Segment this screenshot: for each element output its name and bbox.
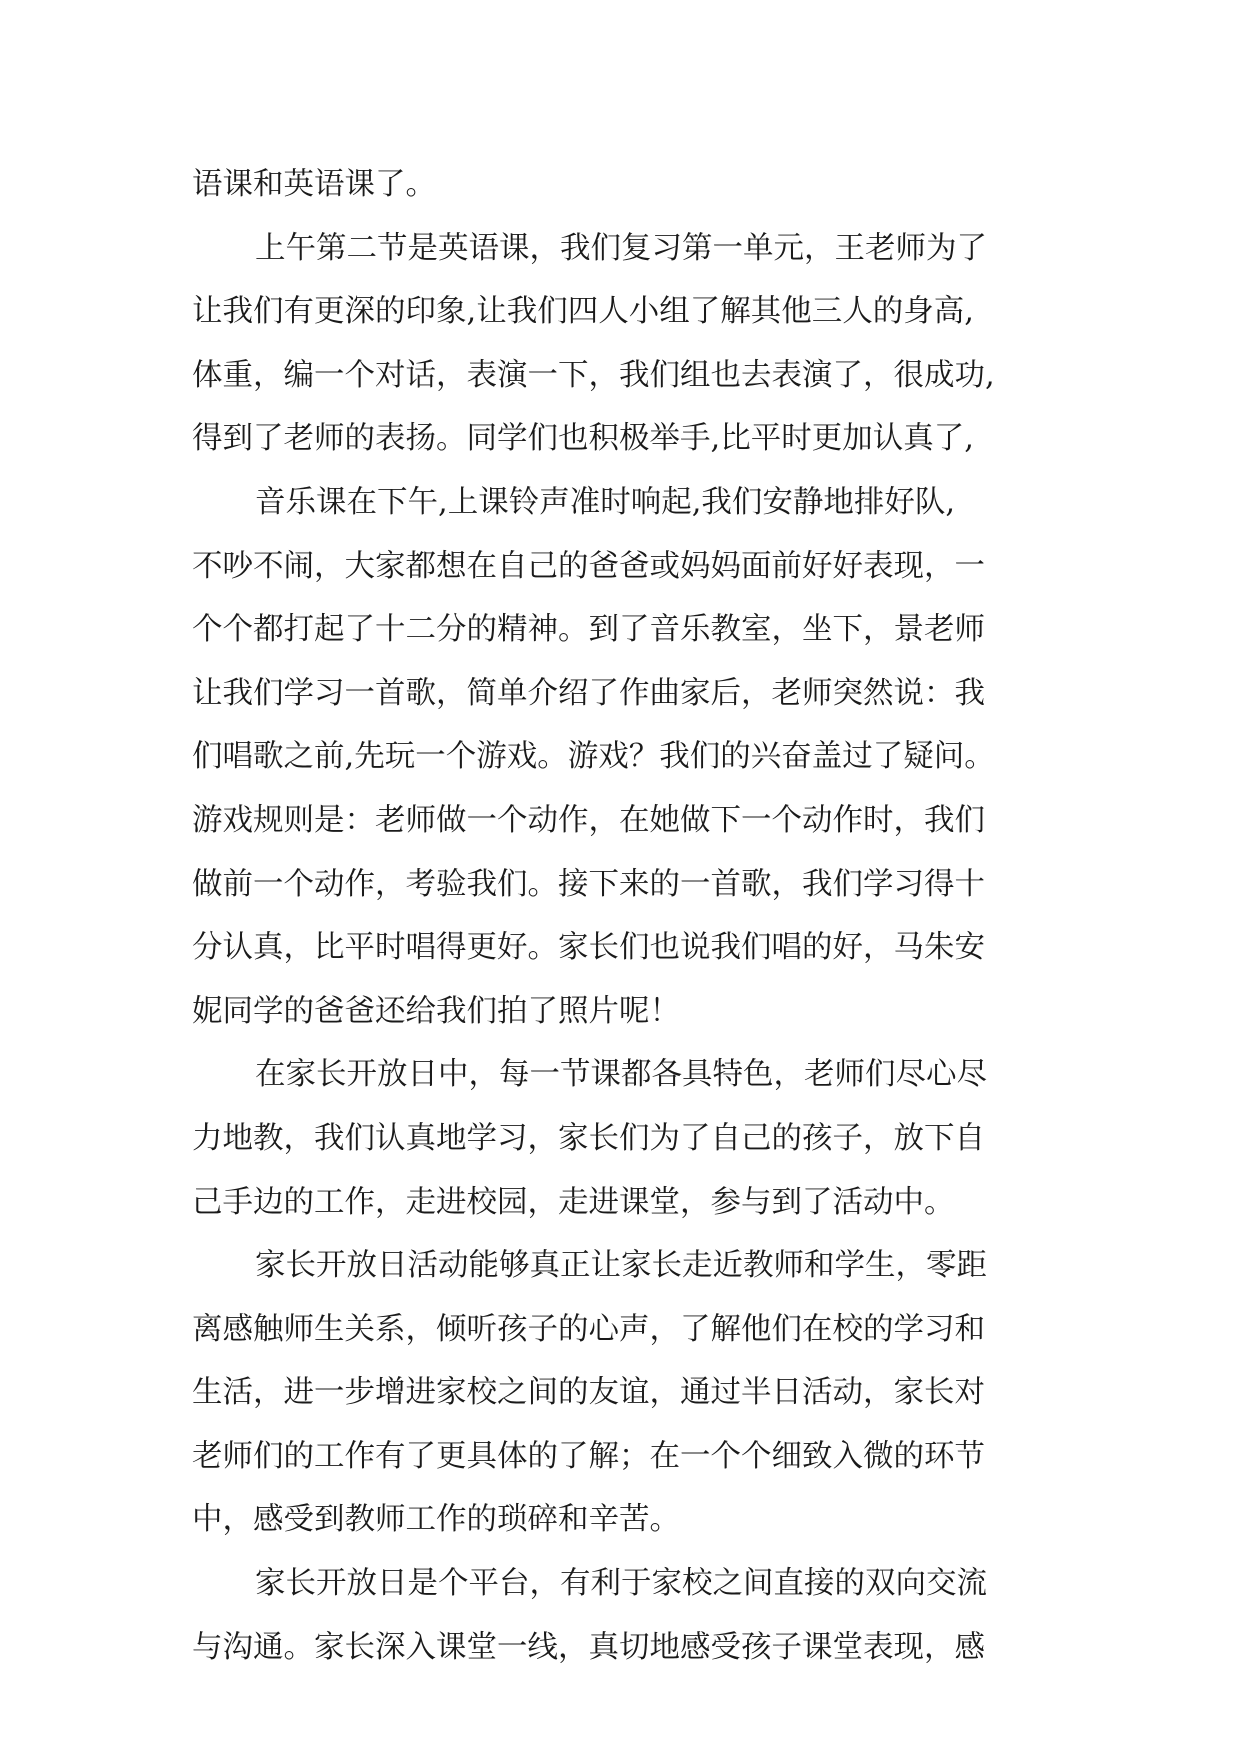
text-line: 妮同学的爸爸还给我们拍了照片呢！ — [192, 993, 680, 1029]
text-line: 家长开放日是个平台，有利于家校之间直接的双向交流 — [255, 1566, 987, 1602]
text-line: 上午第二节是英语课，我们复习第一单元，王老师为了 — [255, 230, 987, 266]
document-body — [192, 153, 1052, 1679]
text-line: 中，感受到教师工作的琐碎和辛苦。 — [192, 1502, 680, 1538]
text-line: 做前一个动作，考验我们。接下来的一首歌，我们学习得十 — [192, 866, 985, 902]
text-line: 离感触师生关系，倾听孩子的心声，了解他们在校的学习和 — [192, 1311, 985, 1347]
text-line: 们唱歌之前,先玩一个游戏。游戏？我们的兴奋盖过了疑问。 — [192, 739, 995, 775]
text-line: 不吵不闹，大家都想在自己的爸爸或妈妈面前好好表现，一 — [192, 548, 985, 584]
text-line: 老师们的工作有了更具体的了解；在一个个细致入微的环节 — [192, 1438, 985, 1474]
text-line: 家长开放日活动能够真正让家长走近教师和学生，零距 — [255, 1248, 987, 1284]
text-line: 语课和英语课了。 — [192, 167, 436, 202]
text-line: 力地教，我们认真地学习，家长们为了自己的孩子，放下自 — [192, 1120, 985, 1156]
text-line: 游戏规则是：老师做一个动作，在她做下一个动作时，我们 — [192, 802, 985, 838]
text-line: 得到了老师的表扬。同学们也积极举手,比平时更加认真了, — [192, 421, 974, 457]
text-line: 音乐课在下午,上课铃声准时响起,我们安静地排好队, — [255, 484, 956, 520]
text-line: 与沟通。家长深入课堂一线，真切地感受孩子课堂表现，感 — [192, 1629, 985, 1665]
text-line: 体重，编一个对话，表演一下，我们组也去表演了，很成功, — [192, 357, 995, 393]
text-line: 分认真，比平时唱得更好。家长们也说我们唱的好，马朱安 — [192, 930, 985, 966]
text-line: 让我们有更深的印象,让我们四人小组了解其他三人的身高, — [192, 294, 974, 330]
text-line: 个个都打起了十二分的精神。到了音乐教室，坐下，景老师 — [192, 612, 985, 648]
text-line: 在家长开放日中，每一节课都各具特色，老师们尽心尽 — [255, 1057, 987, 1093]
text-line: 己手边的工作，走进校园，走进课堂，参与到了活动中。 — [192, 1184, 955, 1220]
text-line: 让我们学习一首歌，简单介绍了作曲家后，老师突然说：我 — [192, 675, 985, 711]
text-line: 生活，进一步增进家校之间的友谊，通过半日活动，家长对 — [192, 1375, 985, 1411]
